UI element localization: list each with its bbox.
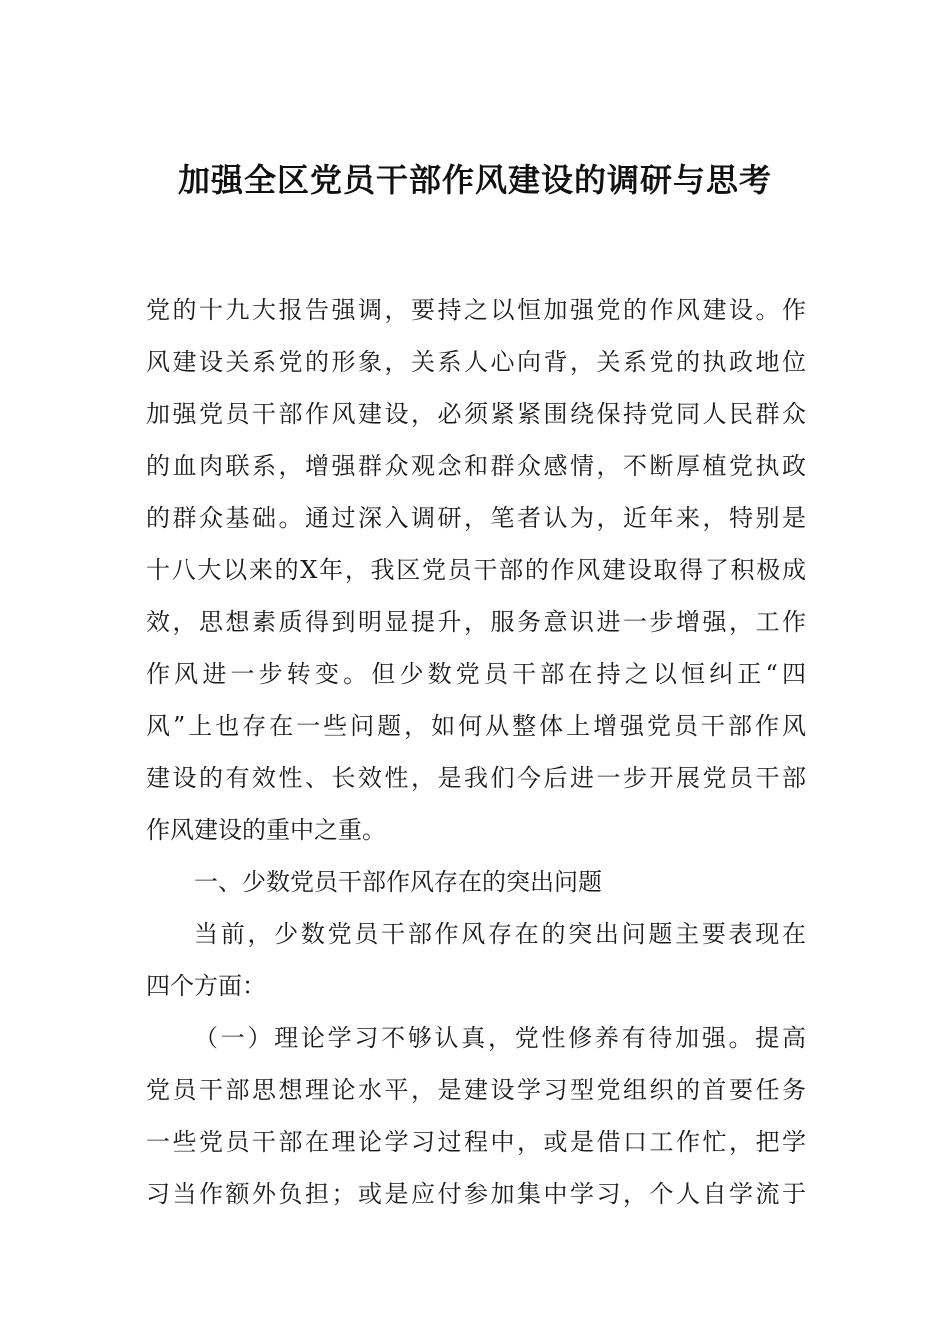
document-title: 加强全区党员干部作风建设的调研与思考 [177, 161, 772, 199]
paragraph-line: 加强党员干部作风建设，必须紧紧围绕保持党同人民群众 [146, 400, 806, 428]
paragraph-line: 当前，少数党员干部作风存在的突出问题主要表现在 [194, 920, 806, 948]
paragraph-line: 十八大以来的X年，我区党员干部的作风建设取得了积极成 [146, 556, 806, 584]
paragraph-line: 习当作额外负担；或是应付参加集中学习，个人自学流于 [146, 1180, 806, 1208]
paragraph-line: 风”上也存在一些问题，如何从整体上增强党员干部作风 [146, 712, 806, 740]
paragraph-line: 的群众基础。通过深入调研，笔者认为，近年来，特别是 [146, 504, 806, 532]
paragraph-line: 党的十九大报告强调，要持之以恒加强党的作风建设。作 [146, 296, 806, 324]
section-heading: 一、少数党员干部作风存在的突出问题 [194, 868, 602, 896]
paragraph-line: 党员干部思想理论水平，是建设学习型党组织的首要任务 [146, 1076, 806, 1104]
paragraph-line: 建设的有效性、长效性，是我们今后进一步开展党员干部 [146, 764, 806, 792]
paragraph-line: 作风进一步转变。但少数党员干部在持之以恒纠正“四 [146, 660, 806, 688]
paragraph-line: 作风建设的重中之重。 [146, 816, 386, 844]
paragraph-line: 效，思想素质得到明显提升，服务意识进一步增强，工作 [146, 608, 806, 636]
paragraph-line: （一）理论学习不够认真，党性修养有待加强。提高 [194, 1024, 806, 1052]
paragraph-line: 风建设关系党的形象，关系人心向背，关系党的执政地位 [146, 348, 806, 376]
paragraph-line: 四个方面： [146, 972, 266, 1000]
paragraph-line: 一些党员干部在理论学习过程中，或是借口工作忙，把学 [146, 1128, 806, 1156]
paragraph-line: 的血肉联系，增强群众观念和群众感情，不断厚植党执政 [146, 452, 806, 480]
